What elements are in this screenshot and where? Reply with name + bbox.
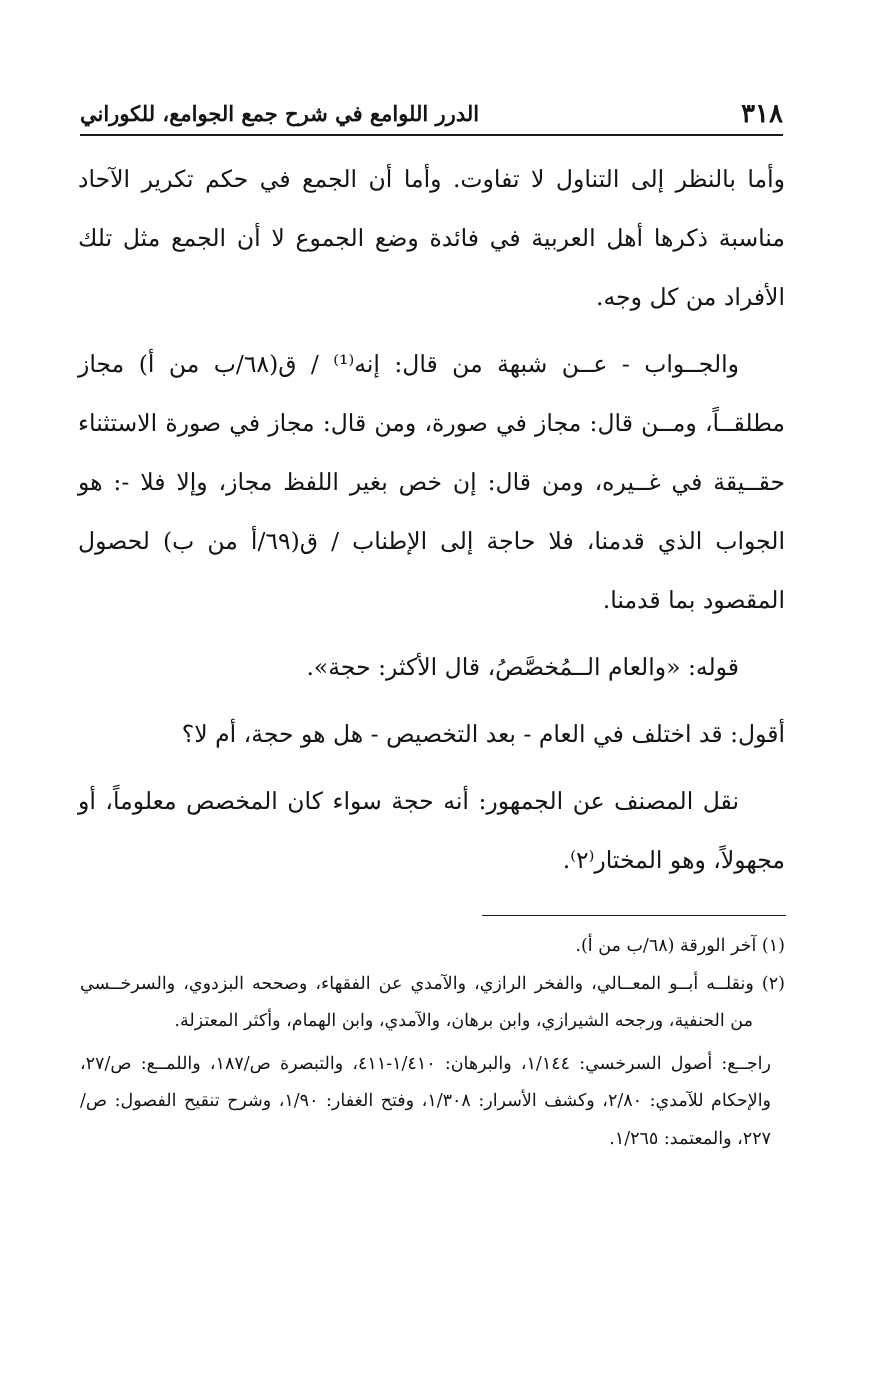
page-number: ٣١٨ [741,99,783,129]
footnote-2-references: راجــع: أصول السرخسي: ١/١٤٤، والبرهان: ١/٤١٠-٤١١، والتبصرة ص/١٨٧، واللمــع: ص/٢٧، والإحكام للآمدي: ٢/٨٠، وكشف الأسرار: ١/٣٠٨، وفتح الغفار: ١/٩٠، وشرح تنقيح الفصول: ص/٢٢٧، والمعتمد: ١/٢٦٥. [80,1053,772,1149]
page-header [80,92,783,132]
paragraph-5: نقل المصنف عن الجمهور: أنه حجة سواء كان المخصص معلوماً، أو مجهولاً، وهو المختار⁽٢⁾. [78,787,785,874]
main-text [78,150,785,890]
paragraph-3: قوله: «والعام الــمُخصَّصُ، قال الأكثر: حجة». [306,653,739,681]
footnote-1: (١) آخر الورقة (٦٨/ب من أ). [575,936,785,956]
paragraph-4: أقول: قد اختلف في العام - بعد التخصيص - هل هو حجة، أم لا؟ [181,720,785,748]
footnote-rule [482,915,786,916]
footnote-2: (٢) ونقلــه أبــو المعــالي، والفخر الرازي، والآمدي عن الفقهاء، وصححه البزدوي، والسرخــسي من الحنفية، ورجحه الشيرازي، وابن برهان، والآمدي، وابن الهمام، وأكثر المعتزلة. [80,973,785,1031]
running-title: الدرر اللوامع في شرح جمع الجوامع، للكوراني [80,101,480,126]
header-rule [80,134,783,136]
footnotes [80,928,785,1158]
paragraph-1: وأما بالنظر إلى التناول لا تفاوت. وأما أن الجمع في حكم تكرير الآحاد مناسبة ذكرها أهل العربية في فائدة وضع الجموع لا أن الجمع مثل تلك الأفراد من كل وجه. [78,165,785,311]
paragraph-2: والجــواب - عــن شبهة من قال: إنه⁽¹⁾ / ق(٦٨/ب من أ) مجاز مطلقــاً، ومــن قال: مجاز في صورة، ومن قال: مجاز في صورة الاستثناء حقــيقة في غــيره، ومن قال: إن خص بغير اللفظ مجاز، وإلا فلا -: هو الجواب الذي قدمنا، فلا حاجة إلى الإطناب / ق(٦٩/أ من ب) لحصول المقصود بما قدمنا. [78,350,785,614]
